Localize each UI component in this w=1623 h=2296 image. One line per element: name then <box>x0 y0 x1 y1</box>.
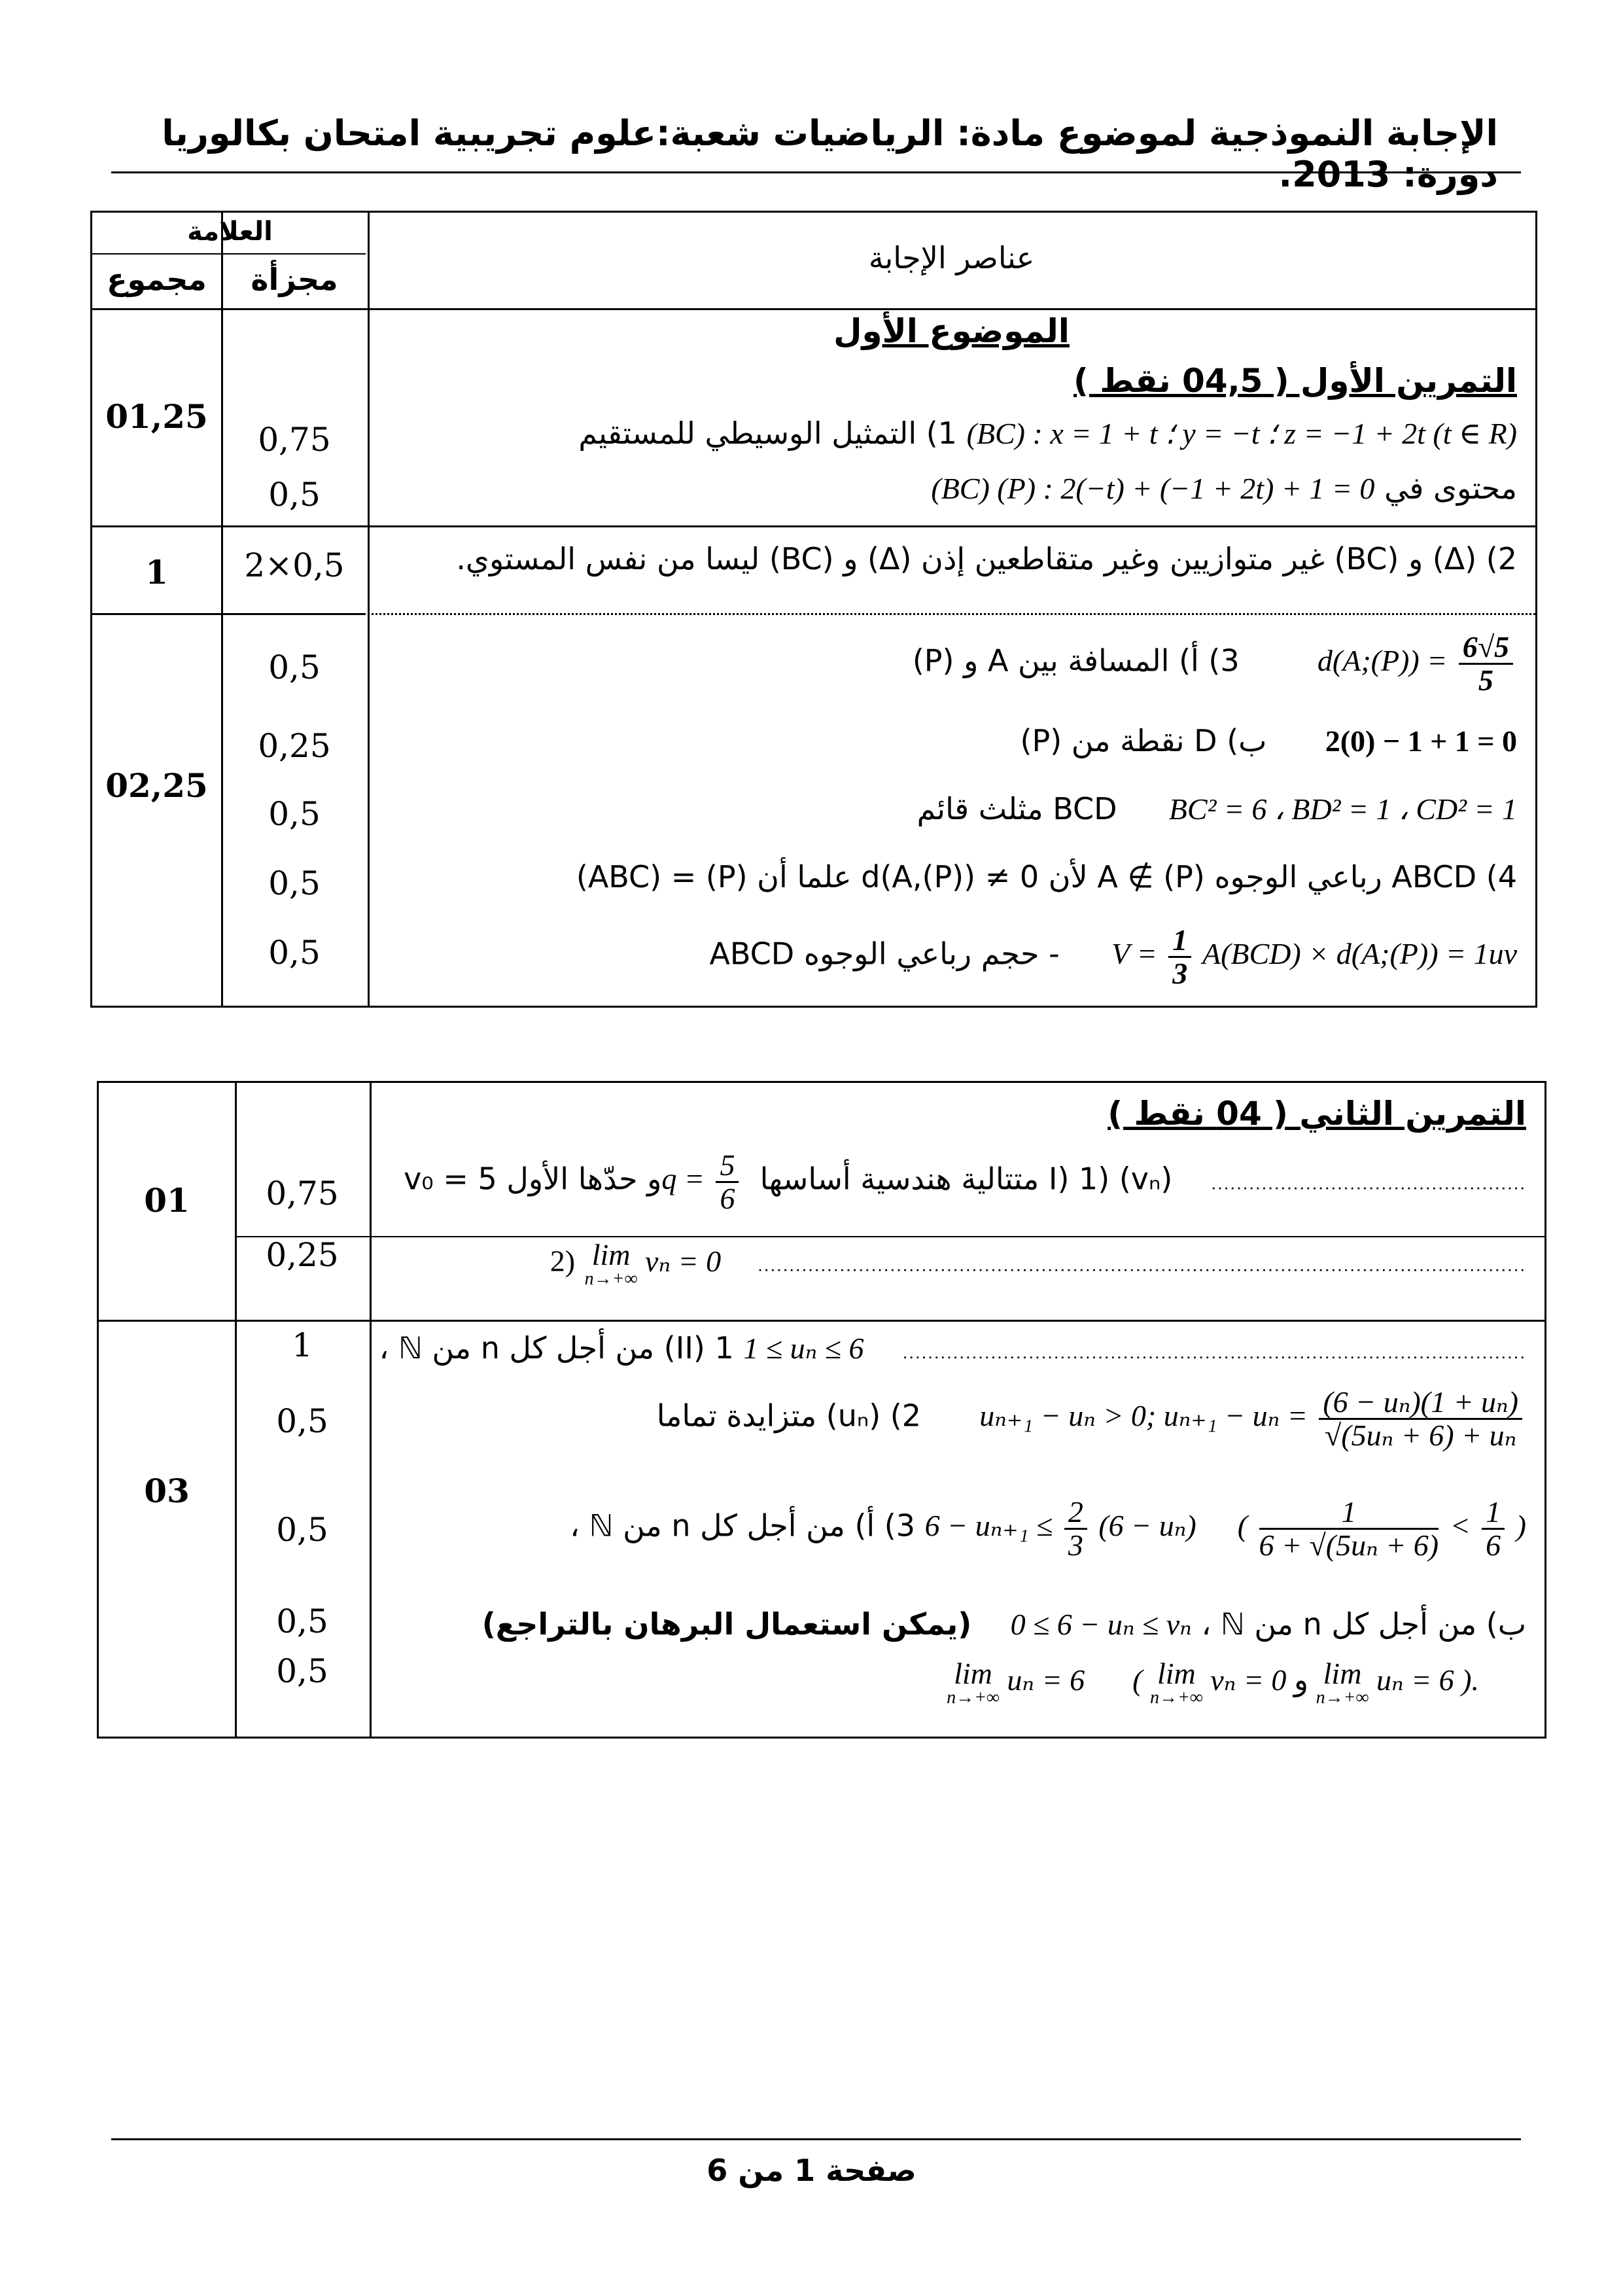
total-header: مجموع <box>107 262 207 297</box>
question-math: 0 ≤ 6 − uₙ ≤ vₙ <box>1010 1608 1192 1641</box>
question-text: I) 1) (vₙ) متتالية هندسية أساسها <box>759 1161 1173 1197</box>
answer-table-exercise-2 <box>97 1081 1546 1739</box>
bound-lhs: 6 − uₙ₊₁ ≤ <box>924 1509 1053 1543</box>
question-II3b-line <box>482 1606 1526 1642</box>
denominator: 3 <box>1068 1528 1083 1563</box>
question-math: (BC) : x = 1 + t ؛ y = −t ؛ z = −1 + 2t (t ∈ R) <box>966 417 1517 450</box>
exercise-title: التمرين الثاني ( 04 نقط ) <box>1108 1095 1526 1133</box>
numerator: 2 <box>1064 1496 1087 1530</box>
partial-score: 0,5 <box>268 864 321 902</box>
limit-expression: vₙ = 0 <box>645 1244 722 1278</box>
limit-operator: lim <box>1157 1657 1196 1690</box>
partial-header: مجزأة <box>251 262 338 297</box>
question-note: (يمكن استعمال البرهان بالتراجع) <box>481 1606 972 1642</box>
footer-divider <box>111 2138 1521 2140</box>
bound-rhs: (6 − uₙ) <box>1098 1509 1196 1543</box>
limit <box>585 1240 638 1288</box>
denominator: √(5uₙ + 6) + uₙ <box>1325 1419 1517 1453</box>
answer-elements-header: عناصر الإجابة <box>868 240 1035 275</box>
question-3c-line <box>917 791 1517 826</box>
numerator: 5 <box>716 1150 739 1183</box>
column-divider <box>370 1083 372 1737</box>
numerator: 1 <box>1168 925 1191 958</box>
row-divider <box>235 1236 1544 1237</box>
numerator: (6 − uₙ)(1 + uₙ) <box>1319 1386 1522 1420</box>
dotted-leader: .......................................................................................................................... <box>758 1256 1526 1275</box>
partial-score: 0,75 <box>258 421 331 459</box>
partial-score: 0,5 <box>276 1602 328 1640</box>
partial-score: 0,5 <box>276 1402 328 1440</box>
header-subdivider <box>92 253 366 255</box>
fraction <box>1482 1496 1505 1562</box>
limit <box>1316 1659 1369 1707</box>
question-math: BC² = 6 ، BD² = 1 ، CD² = 1 <box>1168 792 1517 826</box>
dotted-leader: ................................................................................................... <box>902 1344 1526 1362</box>
question-text: 1) التمثيل الوسيطي للمستقيم <box>578 415 957 451</box>
limit-expression: uₙ = 6 <box>1007 1663 1085 1697</box>
row-divider-dotted <box>368 613 1535 615</box>
limit-operator: lim <box>591 1238 631 1271</box>
partial-score: 0,75 <box>266 1174 339 1212</box>
ratio-math <box>661 1148 750 1216</box>
header-divider <box>92 308 1535 310</box>
numerator: 6√5 <box>1459 631 1513 665</box>
question-text: - حجم رباعي الوجوه ABCD <box>709 936 1060 972</box>
denominator: 6 <box>720 1182 735 1216</box>
difference-lhs: uₙ₊₁ − uₙ > 0; uₙ₊₁ − uₙ = <box>979 1399 1308 1433</box>
limit-math <box>584 1238 729 1289</box>
denominator: 5 <box>1478 663 1493 698</box>
denominator: 6 + √(5uₙ + 6) <box>1259 1528 1439 1563</box>
limit-expression: vₙ = 0 <box>1210 1663 1287 1697</box>
limit-math: lim n→+∞ uₙ = 6 ( lim n→+∞ vₙ = 0 و lim n→+∞ uₙ = 6 ). <box>947 1657 1479 1708</box>
volume-math <box>1111 923 1517 991</box>
question-text: ب) D نقطة من (P) <box>1020 723 1267 758</box>
grade-header: العلامة <box>187 217 273 247</box>
question-math: (BC) (P) : 2(−t) + (−1 + 2t) + 1 = 0 <box>931 472 1375 505</box>
denominator: 6 <box>1486 1528 1501 1563</box>
partial-score: 0,5 <box>268 795 321 833</box>
volume-rhs: A(BCD) × d(A;(P)) = 1uv <box>1202 937 1517 971</box>
question-II3a-line <box>570 1496 1526 1562</box>
fraction <box>716 1150 739 1215</box>
partial-score: 0,5 <box>276 1652 328 1690</box>
limit <box>1150 1659 1203 1707</box>
partial-score: 2×0,5 <box>244 546 345 584</box>
limit <box>947 1659 1000 1707</box>
question-2-line: 2) (Δ) و (BC) غير متوازيين وغير متقاطعين إذن (Δ) و (BC) ليسا من نفس المستوي. <box>456 541 1517 576</box>
question-text: 2) (uₙ) متزايدة تماما <box>656 1398 921 1434</box>
fraction <box>1459 631 1513 697</box>
partial-score: 1 <box>292 1326 313 1364</box>
page-number: صفحة 1 من 6 <box>707 2153 916 2188</box>
fraction <box>1259 1496 1439 1562</box>
question-text: 3) أ) من أجل كل n من ℕ ، <box>570 1508 916 1544</box>
question-II3c-line <box>947 1659 1479 1707</box>
total-score: 01 <box>144 1181 190 1220</box>
limit-subscript: n→+∞ <box>584 1269 638 1289</box>
limit-subscript: n→+∞ <box>947 1687 1000 1708</box>
dotted-leader: .................................................. <box>1211 1174 1526 1193</box>
question-II1-line <box>379 1330 1526 1366</box>
fraction <box>1168 925 1191 990</box>
distance-math <box>1317 630 1517 698</box>
partial-score: 0,5 <box>268 934 321 972</box>
fraction <box>1319 1386 1522 1452</box>
partial-score: 0,25 <box>266 1236 339 1274</box>
question-1-line <box>578 415 1517 451</box>
question-II2-line <box>657 1386 1526 1452</box>
partial-score: 0,5 <box>276 1511 328 1549</box>
partial-score: 0,25 <box>258 727 331 765</box>
page-title: الإجابة النموذجية لموضوع مادة: الرياضيات شعبة:علوم تجريبية امتحان بكالوريا دورة: 2013. <box>162 113 1498 195</box>
question-1b-line <box>931 470 1517 506</box>
total-score: 03 <box>144 1472 190 1510</box>
limit-subscript: n→+∞ <box>1149 1687 1203 1708</box>
numerator: 1 <box>1482 1496 1505 1530</box>
bound-math: 6 − uₙ₊₁ ≤ $\frac{2}{3}$ (6 − uₙ) ( $\frac{1}{\text{6 + √(5uₙ + 6)}}$ < $\frac{1}{6}$ ) <box>924 1495 1526 1563</box>
question-5-line <box>709 925 1517 990</box>
exercise-title: التمرين الأول ( 04,5 نقط ) <box>1073 362 1517 400</box>
less-than-sign: < <box>1450 1509 1471 1543</box>
total-score: 1 <box>145 553 168 592</box>
question-I2-line <box>550 1240 1526 1288</box>
question-label: 2) <box>550 1244 576 1278</box>
limit-expression: uₙ = 6 <box>1376 1663 1454 1697</box>
total-score: 01,25 <box>105 397 208 436</box>
row-divider <box>99 1320 1544 1322</box>
header-divider <box>111 171 1521 173</box>
total-score: 02,25 <box>105 766 208 805</box>
row-divider <box>92 525 1535 527</box>
question-4-line: 4) ABCD رباعي الوجوه A ∉ (P) لأن d(A,(P)) ≠ 0 علما أن (P) = (ABC) <box>576 859 1517 894</box>
limit-operator: lim <box>1323 1657 1362 1690</box>
conjunction: و <box>1293 1661 1309 1697</box>
limit-subscript: n→+∞ <box>1316 1687 1369 1708</box>
fraction <box>1064 1496 1087 1562</box>
question-3b-line <box>1021 723 1517 758</box>
partial-score: 0,5 <box>268 648 321 686</box>
increasing-math <box>979 1385 1526 1453</box>
distance-lhs: d(A;(P)) = <box>1317 644 1448 678</box>
volume-lhs: V = <box>1111 937 1157 971</box>
question-I1-line <box>404 1150 1526 1215</box>
ratio-lhs: q = <box>661 1162 705 1196</box>
numerator: 1 <box>1259 1496 1439 1530</box>
question-3a-line <box>913 631 1517 697</box>
limit-operator: lim <box>954 1657 992 1690</box>
question-text: 3) أ) المسافة بين A و (P) <box>912 643 1240 679</box>
question-text: ب) من أجل كل n من ℕ ، <box>1201 1606 1526 1642</box>
question-math: 1 ≤ uₙ ≤ 6 <box>743 1332 864 1365</box>
answer-table-exercise-1 <box>90 211 1537 1008</box>
question-text: و حدّها الأول v₀ = 5 <box>404 1161 662 1197</box>
row-divider <box>92 613 366 615</box>
question-text: II) 1) من أجل كل n من ℕ ، <box>379 1330 734 1366</box>
question-math: 2(0) − 1 + 1 = 0 <box>1325 724 1517 758</box>
denominator: 3 <box>1172 957 1188 991</box>
subject-title: الموضوع الأول <box>833 312 1070 350</box>
partial-score: 0,5 <box>268 476 321 514</box>
question-text: محتوى في <box>1384 470 1517 506</box>
question-text: BCD مثلث قائم <box>916 791 1117 826</box>
